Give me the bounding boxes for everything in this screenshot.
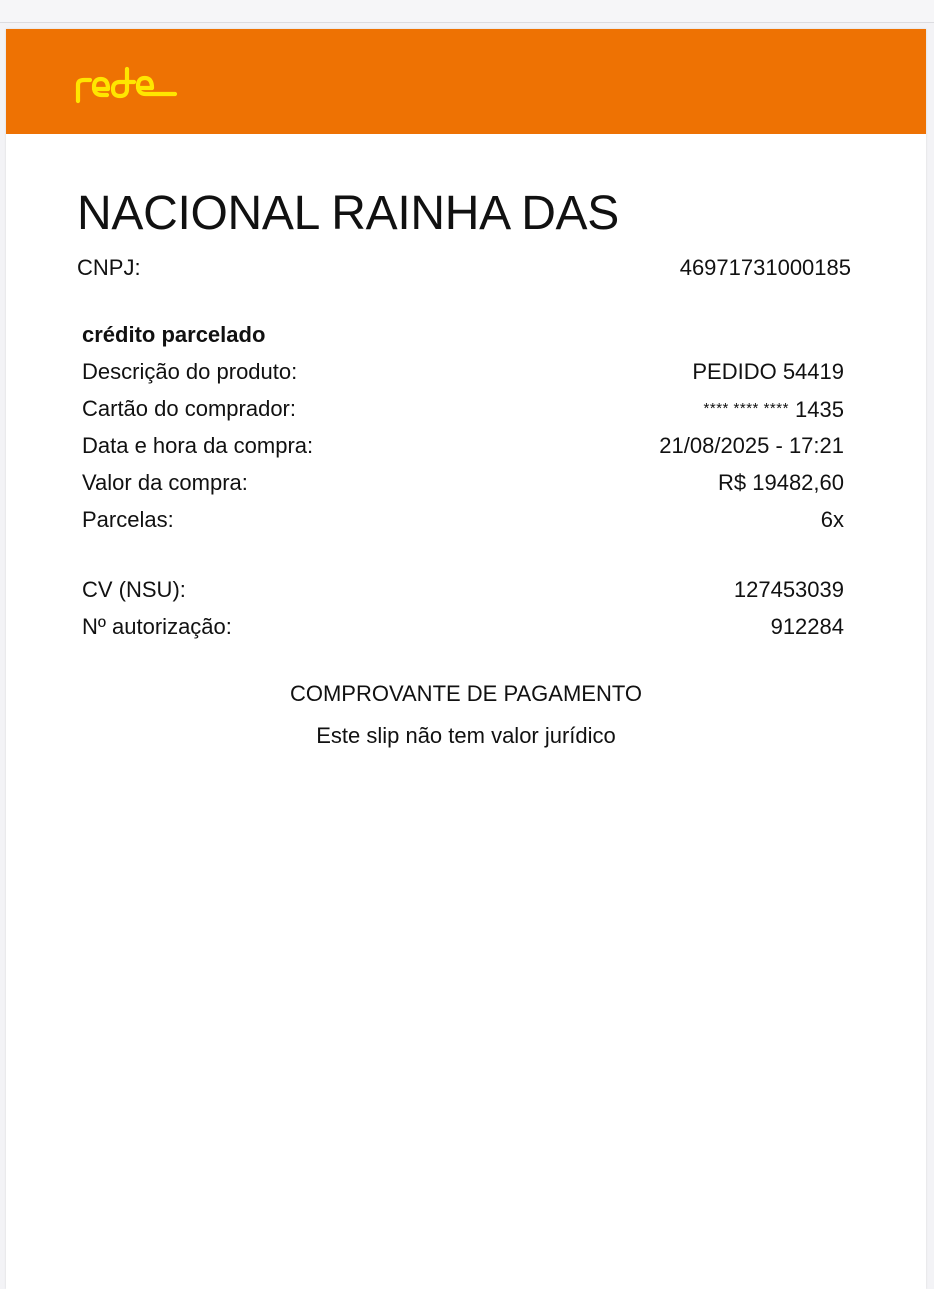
rede-logo-icon bbox=[74, 65, 178, 105]
detail-label: Parcelas: bbox=[82, 507, 174, 532]
cnpj-value: 46971731000185 bbox=[679, 255, 851, 280]
detail-value: 21/08/2025 - 17:21 bbox=[659, 433, 844, 458]
merchant-name: NACIONAL RAINHA DAS bbox=[77, 187, 619, 240]
cnpj-label: CNPJ: bbox=[77, 255, 141, 280]
code-label: Nº autorização: bbox=[82, 614, 232, 639]
transaction-type: crédito parcelado bbox=[82, 322, 266, 347]
detail-label: Data e hora da compra: bbox=[82, 433, 314, 458]
detail-value: R$ 19482,60 bbox=[718, 470, 844, 495]
brand-header bbox=[6, 29, 926, 134]
detail-row-installments bbox=[82, 501, 844, 538]
transaction-details bbox=[82, 316, 844, 538]
viewer-top-bar bbox=[0, 0, 934, 23]
code-value: 912284 bbox=[770, 614, 844, 639]
authorization-codes bbox=[82, 571, 844, 645]
receipt-disclaimer: Este slip não tem valor jurídico bbox=[316, 723, 616, 748]
detail-value: PEDIDO 54419 bbox=[692, 359, 844, 384]
detail-row-amount bbox=[82, 464, 844, 501]
code-row-authorization bbox=[82, 608, 844, 645]
code-value: 127453039 bbox=[733, 577, 844, 602]
detail-label: Cartão do comprador: bbox=[82, 396, 296, 421]
detail-label: Valor da compra: bbox=[82, 470, 248, 495]
receipt-footer bbox=[6, 673, 926, 757]
receipt-page bbox=[6, 29, 926, 1289]
detail-label: Descrição do produto: bbox=[82, 359, 298, 384]
card-mask: **** **** **** bbox=[703, 400, 789, 417]
detail-row-card bbox=[82, 390, 844, 427]
receipt-footer-title: COMPROVANTE DE PAGAMENTO bbox=[289, 681, 643, 706]
detail-value: 6x bbox=[820, 507, 844, 532]
detail-row-datetime bbox=[82, 427, 844, 464]
detail-row-product bbox=[82, 353, 844, 390]
code-label: CV (NSU): bbox=[82, 577, 186, 602]
cnpj-row bbox=[77, 255, 851, 281]
code-row-nsu bbox=[82, 571, 844, 608]
card-last-digits: 1435 bbox=[795, 397, 844, 422]
card-number-value bbox=[704, 390, 844, 427]
